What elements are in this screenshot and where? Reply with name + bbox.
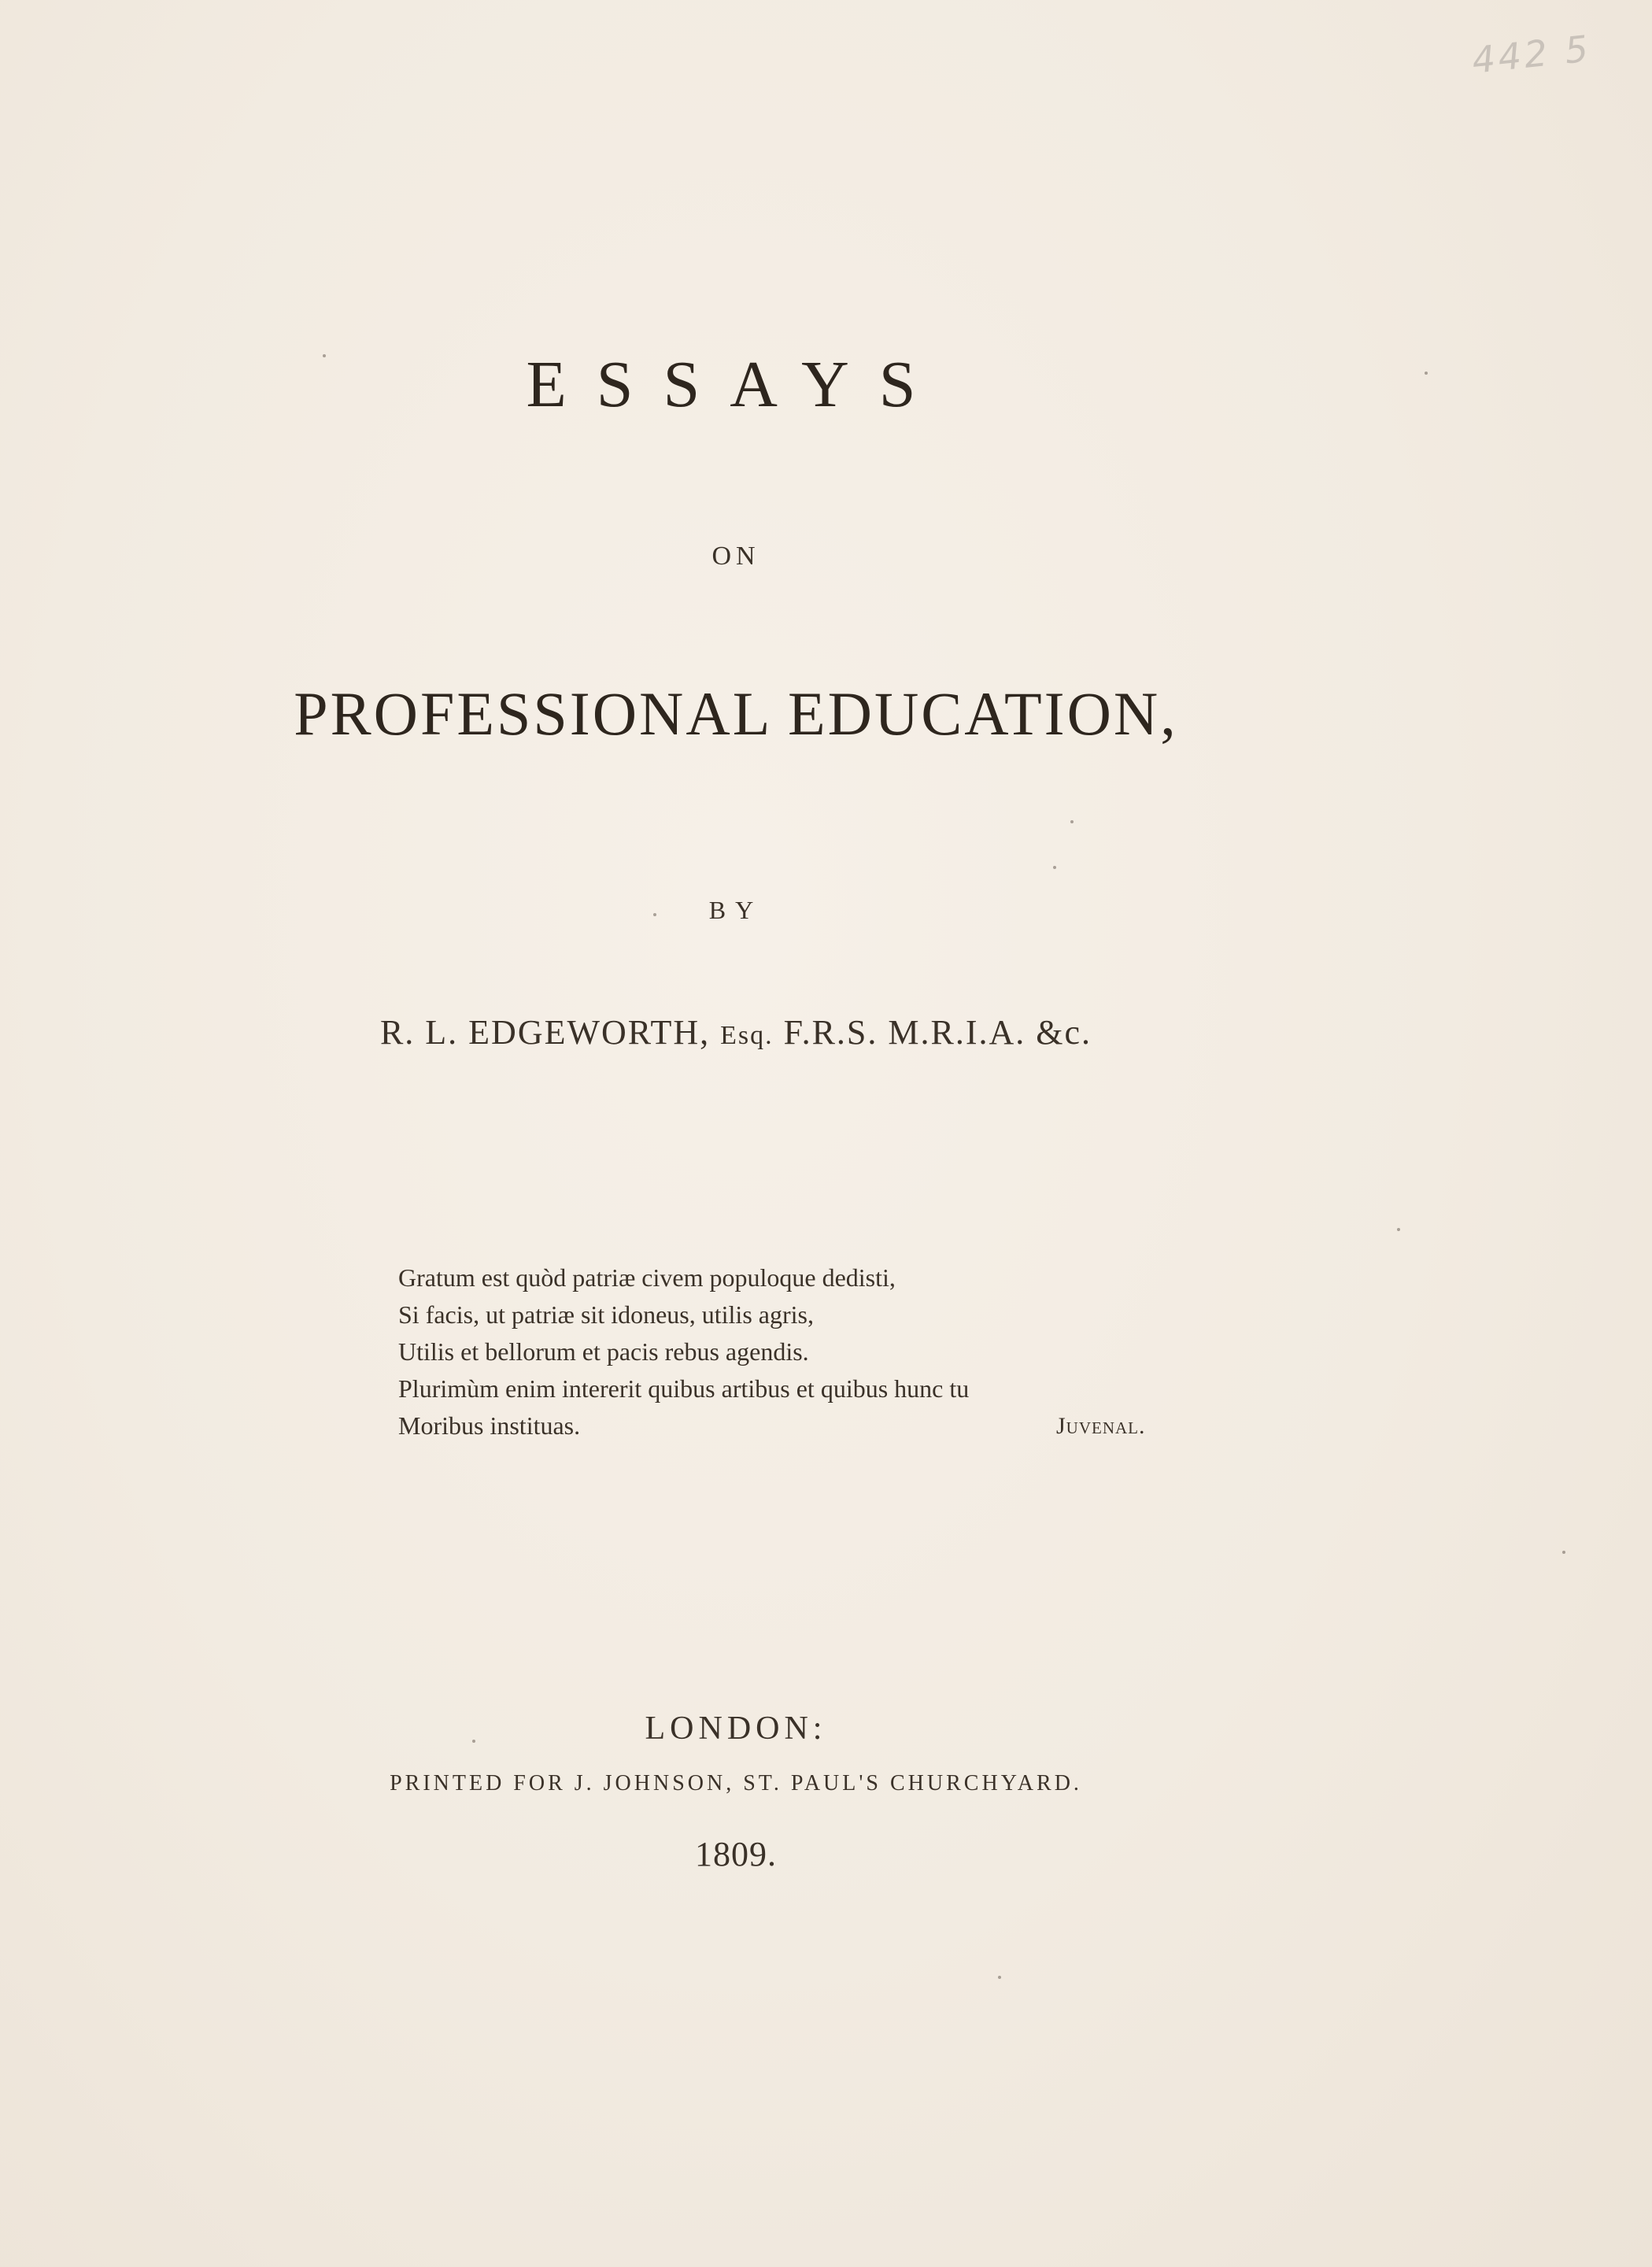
paper-speck <box>1425 372 1428 375</box>
title-on: ON <box>711 542 760 571</box>
author-line <box>0 1012 1472 1052</box>
paper-speck <box>1053 866 1056 869</box>
paper-speck <box>653 913 656 916</box>
paper-speck <box>1397 1228 1400 1231</box>
imprint-printer: PRINTED FOR J. JOHNSON, ST. PAUL'S CHURCHYARD. <box>390 1771 1082 1795</box>
paper-speck <box>998 1976 1001 1979</box>
paper-speck <box>1070 820 1074 823</box>
author-honors: F.R.S. M.R.I.A. &c. <box>783 1013 1092 1052</box>
epigraph-line-3: Utilis et bellorum et pacis rebus agendis. <box>398 1337 809 1366</box>
title-professional-education: PROFESSIONAL EDUCATION, <box>294 679 1178 748</box>
epigraph-line-4: Plurimùm enim intererit quibus artibus et quibus hunc tu <box>398 1374 970 1403</box>
imprint-year: 1809. <box>695 1835 777 1873</box>
paper-speck <box>472 1740 475 1743</box>
author-name: R. L. EDGEWORTH, <box>379 1013 711 1052</box>
imprint-city: LONDON: <box>645 1710 827 1747</box>
handwritten-shelf-mark: 442 5 <box>1469 27 1594 82</box>
epigraph-line-1: Gratum est quòd patriæ civem populoque dedisti, <box>398 1263 896 1292</box>
epigraph <box>398 1259 1185 1444</box>
epigraph-line-2: Si facis, ut patriæ sit idoneus, utilis agris, <box>398 1300 814 1329</box>
paper-speck <box>1562 1551 1565 1554</box>
author-esq: Esq. <box>720 1021 774 1050</box>
paper-speck <box>323 354 326 357</box>
title-by: BY <box>708 896 763 924</box>
title-essays: ESSAYS <box>526 348 946 421</box>
epigraph-attribution: Juvenal. <box>1056 1413 1146 1439</box>
epigraph-line-5: Moribus instituas. <box>398 1411 581 1440</box>
